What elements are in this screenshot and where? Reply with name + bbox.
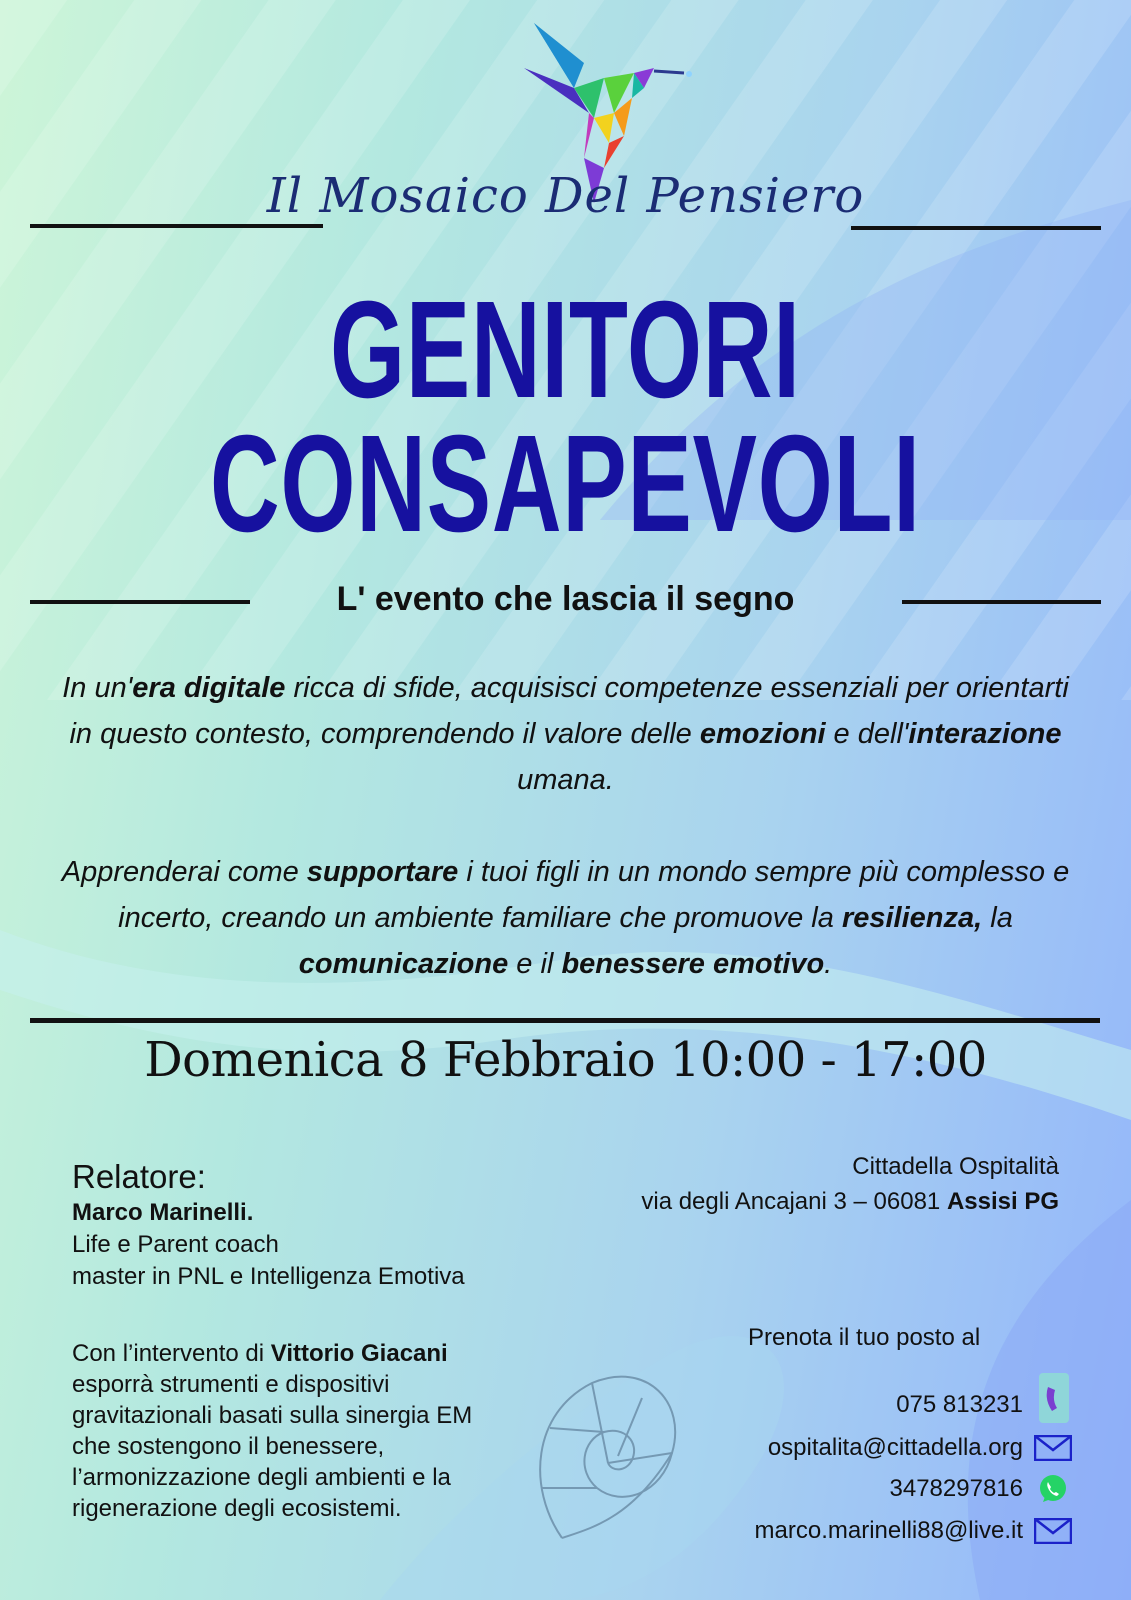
intervention-intro: Con l’intervento di Vittorio Giacani [72, 1340, 448, 1367]
tagline: L' evento che lascia il segno [336, 580, 795, 618]
event-datetime: Domenica 8 Febbraio 10:00 - 17:00 [144, 1032, 987, 1088]
speaker-role-2: master in PNL e Intelligenza Emotiva [72, 1263, 465, 1290]
mail-icon [1033, 1431, 1073, 1465]
intervention-line: rigenerazione degli ecosistemi. [72, 1495, 402, 1522]
top-right-rule [851, 226, 1101, 230]
headline-line-1: GENITORI [329, 273, 801, 427]
top-left-rule [30, 224, 323, 228]
speaker-block [72, 1157, 465, 1293]
contact-email-2[interactable] [755, 1513, 1073, 1549]
contact-email-1[interactable] [768, 1430, 1073, 1466]
phone-icon [1033, 1388, 1073, 1422]
date-divider [30, 1018, 1100, 1023]
intervention-line: esporrà strumenti e dispositivi [72, 1371, 390, 1398]
intervention-block [72, 1338, 542, 1524]
venue-block [641, 1149, 1059, 1219]
speaker-name: Marco Marinelli. [72, 1199, 254, 1226]
brand-script-title: Il Mosaico Del Pensiero [266, 168, 865, 224]
headline-line-2: CONSAPEVOLI [209, 407, 921, 561]
contact-whatsapp[interactable] [890, 1471, 1073, 1507]
mail-icon [1033, 1514, 1073, 1548]
intervention-line: l’armonizzazione degli ambienti e la [72, 1464, 451, 1491]
guest-name: Vittorio Giacani [270, 1340, 448, 1367]
intervention-line: gravitazionali basati sulla sinergia EM [72, 1402, 473, 1429]
nautilus-shell-icon [522, 1368, 687, 1543]
email-address[interactable]: marco.marinelli88@live.it [754, 1517, 1023, 1544]
venue-name: Cittadella Ospitalità [852, 1153, 1059, 1180]
intro-paragraph-2: Apprenderai come supportare i tuoi figli in un mondo sempre più complesso e incerto, creando un ambiente familiare che promuove la resilienza, la comunicazione e il benessere emotivo. [61, 856, 1070, 980]
venue-address: via degli Ancajani 3 – 06081 Assisi PG [641, 1188, 1059, 1215]
booking-label: Prenota il tuo posto al [748, 1324, 981, 1351]
contact-phone[interactable] [896, 1387, 1073, 1423]
intervention-line: che sostengono il benessere, [72, 1433, 385, 1460]
email-address[interactable]: ospitalita@cittadella.org [767, 1434, 1023, 1461]
intro-paragraph-1: In un'era digitale ricca di sfide, acquisisci competenze essenziali per orientarti in questo contesto, comprendendo il valore delle emozioni e dell'interazione umana. [62, 672, 1069, 796]
venue-city: Assisi PG [946, 1188, 1059, 1215]
event-headline [170, 273, 962, 561]
phone-number[interactable]: 075 813231 [896, 1391, 1023, 1418]
speaker-label: Relatore: [72, 1158, 206, 1195]
speaker-role-1: Life e Parent coach [72, 1231, 279, 1258]
whatsapp-number[interactable]: 3478297816 [889, 1475, 1023, 1502]
whatsapp-icon [1033, 1472, 1073, 1506]
